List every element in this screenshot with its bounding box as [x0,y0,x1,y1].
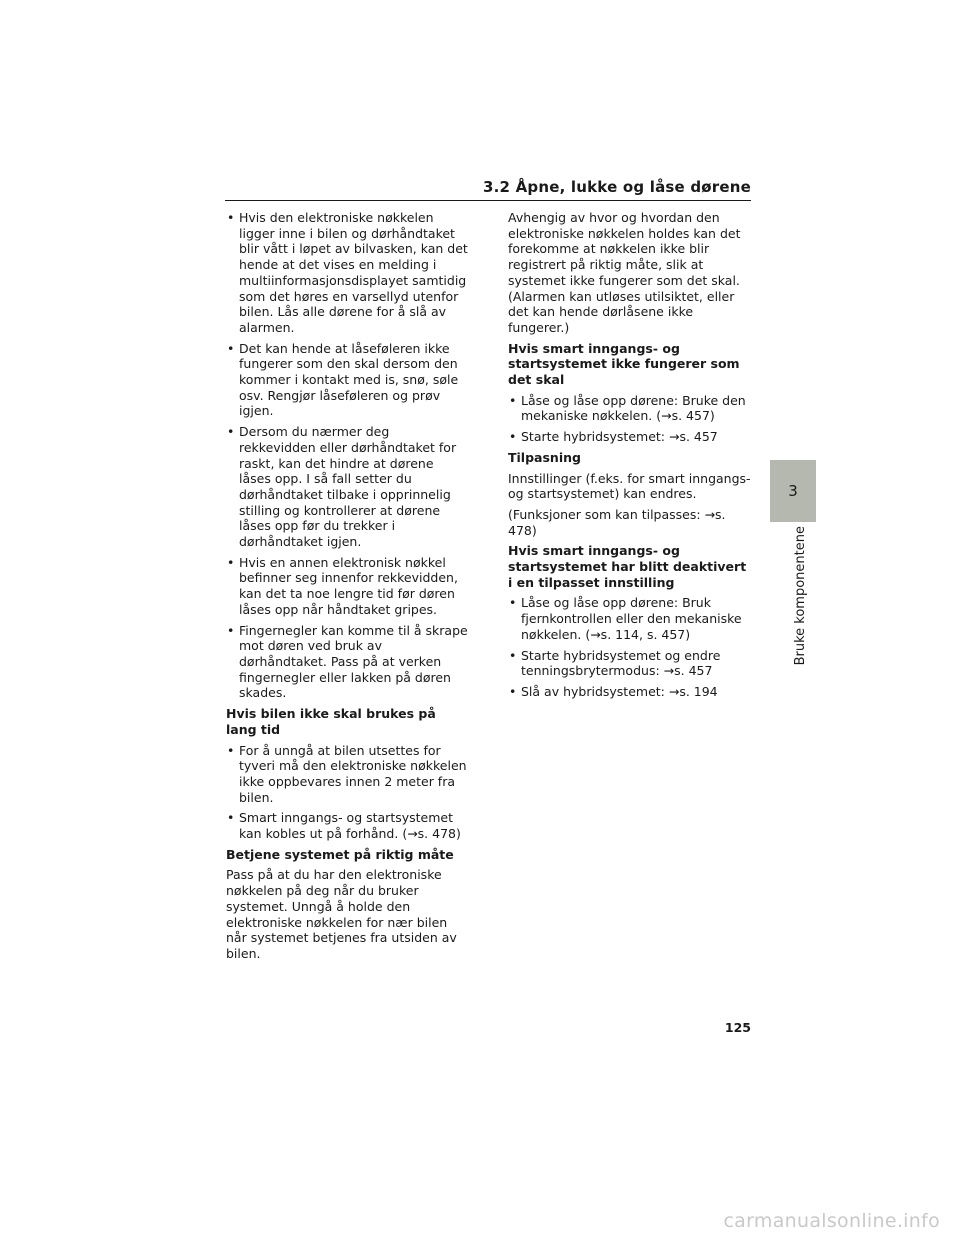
paragraph-customize: Innstillinger (f.eks. for smart inngangs- og startsystemet) kan endres. [508,470,751,502]
subheading-not-working: Hvis smart inngangs- og startsystemet ikke fungerer som det skal [508,340,740,388]
list-item: • Smart inngangs- og startsystemet kan kobles ut på forhånd. (→s. 478) [226,810,468,841]
list-item: • Dersom du nærmer deg rekkevidden eller dørhåndtaket for raskt, kan det hindre at dørene låses opp. I så fall setter du dørhåndtaket tilbake i opprinnelig stilling og kontrollerer at dørene låses opp før du trekker i dørhåndtaket igjen. [226,424,468,550]
list-item: • Fingernegler kan komme til å skrape mot døren ved bruk av dørhåndtaket. Pass på at verken fingernegler eller lakken på døren skades. [226,623,468,702]
subheading-deactivated: Hvis smart inngangs- og startsystemet har blitt deaktivert i en tilpasset innstilling [508,543,747,590]
chapter-label: Bruke komponentene [793,526,808,666]
list-item: • Hvis en annen elektronisk nøkkel befinner seg innenfor rekkevidden, kan det ta noe lengre tid før døren låses opp når håndtaket gripes. [226,555,468,618]
subheading-long-time: Hvis bilen ikke skal brukes på lang tid [226,706,436,737]
list-item: • Låse og låse opp dørene: Bruke den mekaniske nøkkelen. (→s. 457) [508,393,752,424]
watermark: carmanualsonline.info [723,1210,940,1232]
section-header-title: 3.2 Åpne, lukke og låse dørene [483,178,751,196]
list-item: • Det kan hende at låseføleren ikke fungerer som den skal dersom den kommer i kontakt med is, snø, søle osv. Rengjør låseføleren og prøv igjen. [226,341,468,420]
paragraph-intro: Avhengig av hvor og hvordan den elektroniske nøkkelen holdes kan det forekomme at nøkkelen ikke blir registrert på riktig måte, slik at systemet ikke fungerer som det skal. (Alarmen kan utløses utilsiktet, eller det kan hende dørlåsene ikke fungerer.) [508,210,741,335]
subheading-operate: Betjene systemet på riktig måte [226,846,454,862]
right-column [508,210,752,705]
paragraph-operate: Pass på at du har den elektroniske nøkkelen på deg når du bruker systemet. Unngå å holde den elektroniske nøkkelen for nær bilen når systemet betjenes fra utsiden av bilen. [226,867,457,961]
list-item: • Slå av hybridsystemet: →s. 194 [508,684,752,700]
chapter-number: 3 [788,482,798,500]
list-item: • Starte hybridsystemet: →s. 457 [508,429,752,445]
page-number: 125 [724,1020,751,1035]
paragraph-customize-ref: (Funksjoner som kan tilpasses: →s. 478) [508,506,726,538]
subheading-customize: Tilpasning [508,449,581,465]
section-header-rule [225,200,751,201]
list-item: • Låse og låse opp dørene: Bruk fjernkontrollen eller den mekaniske nøkkelen. (→s. 114, s. 457) [508,595,752,642]
list-item: • Starte hybridsystemet og endre tenningsbrytermodus: →s. 457 [508,648,752,679]
left-column [226,210,468,967]
list-item: • For å unngå at bilen utsettes for tyveri må den elektroniske nøkkelen ikke oppbevares innen 2 meter fra bilen. [226,743,468,806]
list-item: • Hvis den elektroniske nøkkelen ligger inne i bilen og dørhåndtaket blir vått i løpet av bilvasken, kan det hende at det vises en melding i multiinformasjonsdisplayet samtidig som det høres en varsellyd utenfor bilen. Lås alle dørene for å slå av alarmen. [226,210,468,336]
chapter-tab [770,460,816,522]
